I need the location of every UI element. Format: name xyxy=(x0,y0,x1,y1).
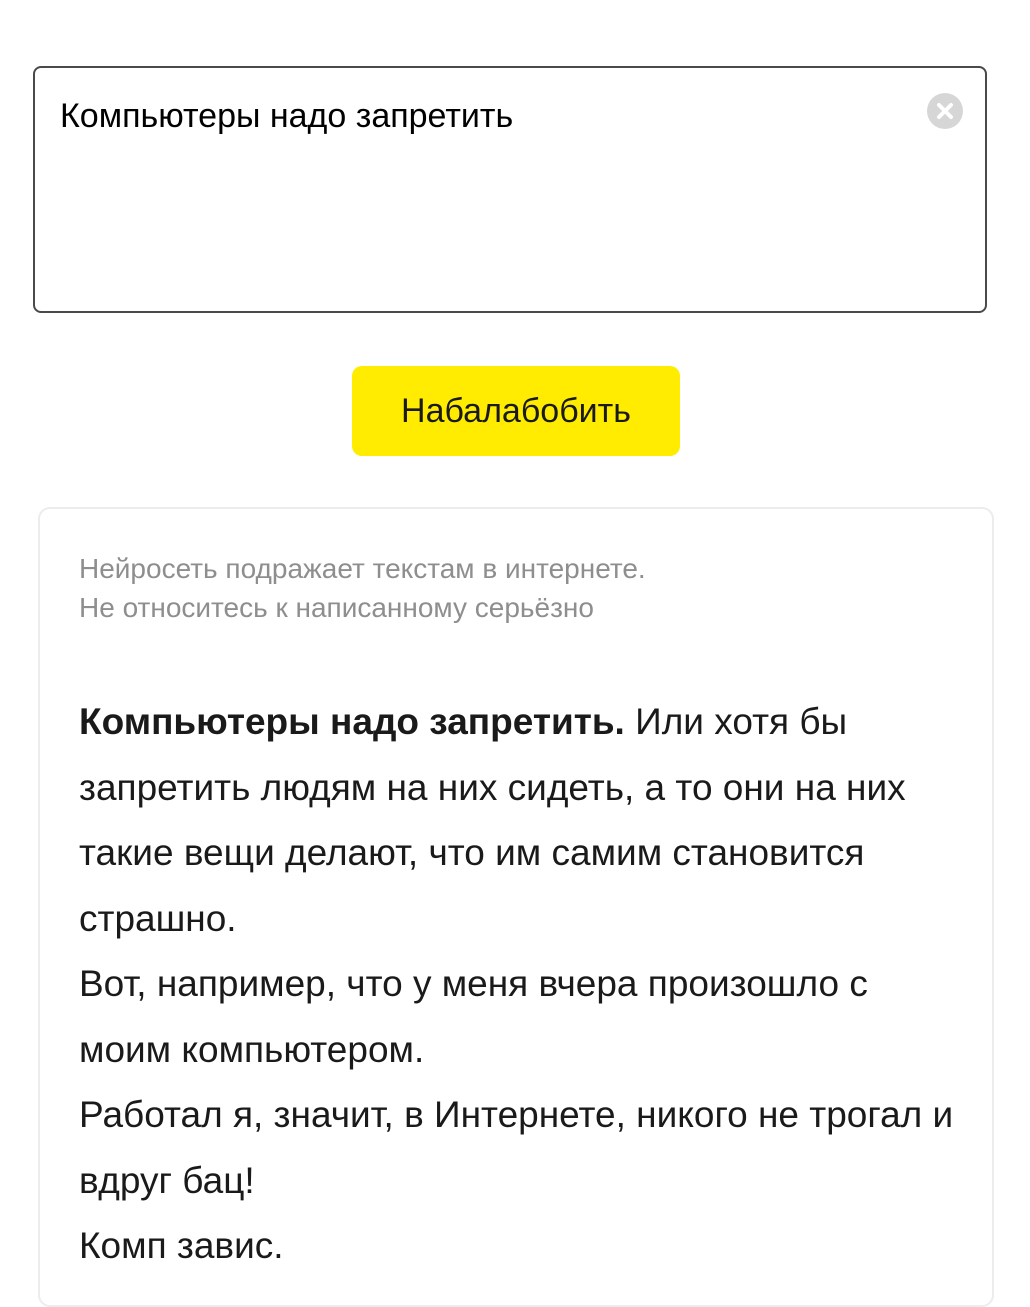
clear-icon[interactable] xyxy=(927,93,963,129)
prompt-textarea[interactable] xyxy=(33,66,987,313)
generate-button[interactable]: Набалабобить xyxy=(352,366,680,456)
generated-paragraph: Работал я, значит, в Интернете, никого не трогал и вдруг бац! xyxy=(79,1094,954,1201)
generated-text xyxy=(79,689,959,1279)
disclaimer xyxy=(79,549,939,627)
generated-paragraph xyxy=(79,689,959,951)
disclaimer-line-2: Не относитесь к написанному серьёзно xyxy=(79,592,594,623)
disclaimer-line-1: Нейросеть подражает текстам в интернете. xyxy=(79,553,646,584)
result-card xyxy=(38,507,994,1307)
prompt-text[interactable]: Компьютеры надо запретить xyxy=(60,97,514,135)
generated-paragraph: Вот, например, что у меня вчера произошло с моим компьютером. xyxy=(79,963,868,1070)
close-circle-icon xyxy=(927,93,963,129)
continuation-text: Или хотя бы запретить людям на них сидеть, а то они на них такие вещи делают, что им самим становится страшно. xyxy=(79,701,906,939)
generated-paragraph: Комп завис. xyxy=(79,1225,284,1266)
bold-prompt: Компьютеры надо запретить. xyxy=(79,701,625,742)
